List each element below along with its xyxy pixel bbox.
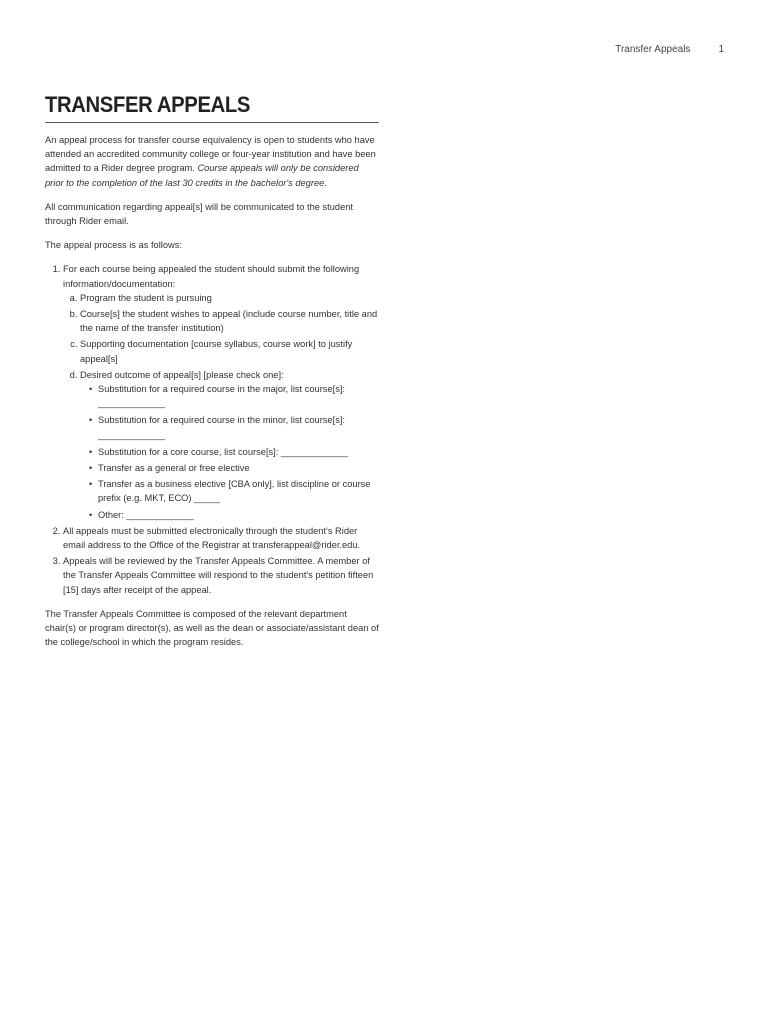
outcome-option: • Substitution for a core course, list course[s]: _____________ [98, 445, 379, 459]
outcome-option: • Substitution for a required course in the minor, list course[s]: _____________ [98, 413, 379, 441]
committee-paragraph: The Transfer Appeals Committee is composed of the relevant department chair(s) or program director(s), as well as the dean or associate/assistant dean of the college/school in which the program resides. [45, 608, 379, 648]
outcome-options-list [80, 382, 379, 522]
step-item: 2. All appeals must be submitted electronically through the student's Rider email address to the Office of the Registrar at transferappeal@rider.edu. [63, 524, 379, 552]
step-text: For each course being appealed the student should submit the following information/documentation: [63, 264, 360, 289]
running-title: Transfer Appeals [615, 44, 691, 55]
page-number: 1 [718, 44, 724, 55]
step-item [63, 262, 379, 521]
document-body [45, 92, 379, 650]
process-intro: The appeal process is as follows: [45, 240, 182, 251]
intro-end: . [324, 177, 327, 188]
sub-item [80, 368, 379, 522]
page-header [615, 44, 724, 55]
outcome-option: • Substitution for a required course in the major, list course[s]: _____________ [98, 382, 379, 410]
outcome-option: • Other: _____________ [98, 508, 379, 522]
outcome-option: • Transfer as a general or free elective [98, 461, 379, 475]
communication-paragraph: All communication regarding appeal[s] will be communicated to the student through Rider email. [45, 201, 353, 227]
intro-italic-note: Course appeals will only be considered prior to the completion of the last 30 credits in the bachelor's degree [45, 163, 359, 188]
intro-text: An appeal process for transfer course equivalency is open to students who have attended an accredited community college or four-year institution and have been admitted to a Rider degree program. [45, 135, 376, 174]
sub-item-text: Desired outcome of appeal[s] [please check one]: [80, 369, 284, 380]
page-title: TRANSFER APPEALS [45, 92, 379, 123]
appeal-steps-list [45, 262, 379, 596]
sub-item: b. Course[s] the student wishes to appeal (include course number, title and the name of the transfer institution) [80, 307, 379, 335]
sub-item: c. Supporting documentation [course syllabus, course work] to justify appeal[s] [80, 337, 379, 365]
sub-item: a. Program the student is pursuing [80, 291, 379, 305]
intro-paragraph [45, 133, 379, 190]
outcome-option: • Transfer as a business elective [CBA only], list discipline or course prefix (e.g. MKT, ECO) _____ [98, 477, 379, 505]
required-info-list [63, 291, 379, 522]
step-item: 3. Appeals will be reviewed by the Transfer Appeals Committee. A member of the Transfer Appeals Committee will respond to the student's petition fifteen [15] days after receipt of the appeal. [63, 554, 379, 597]
